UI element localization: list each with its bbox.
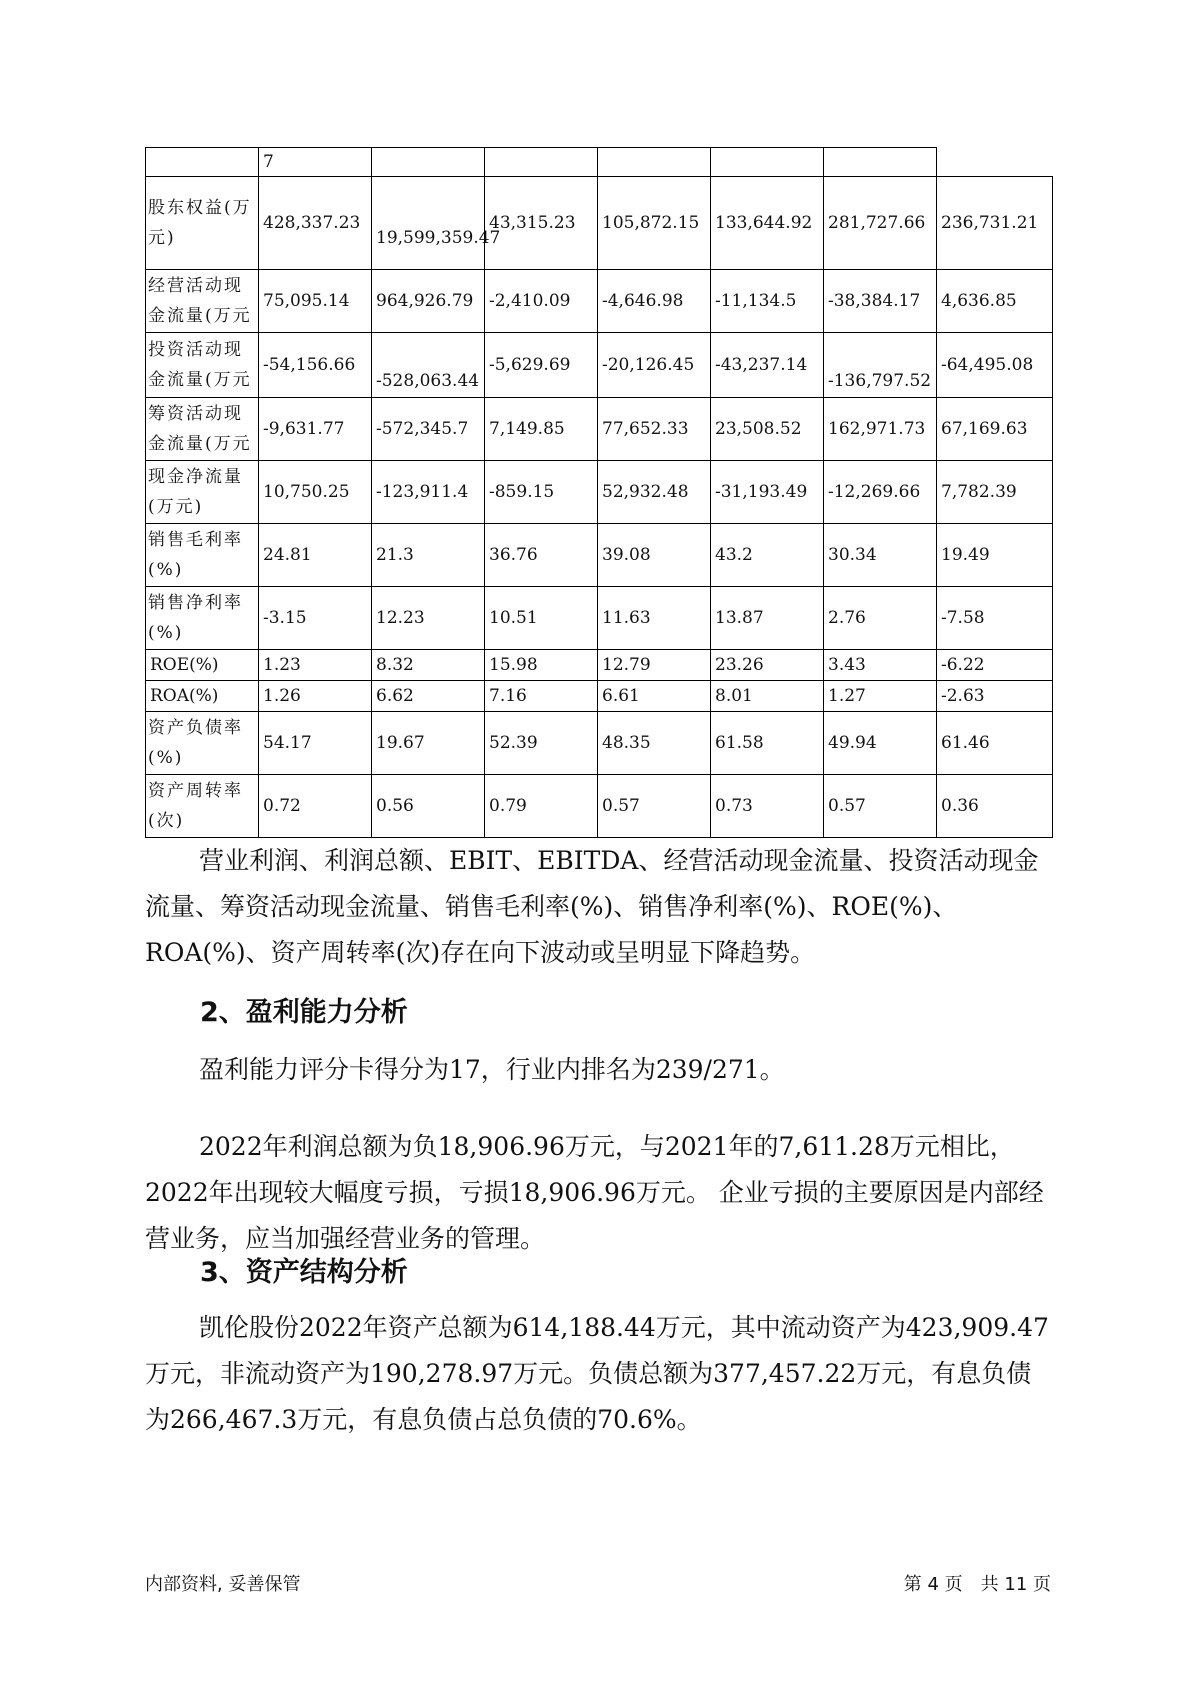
table-cell: -54,156.66 (259, 333, 372, 398)
table-cell: 0.57 (598, 775, 711, 838)
asset-detail-paragraph: 凯伦股份2022年资产总额为614,188.44万元，其中流动资产为423,909.47万元，非流动资产为190,278.97万元。负债总额为377,457.22万元，有息负债为266,467.3万元，有息负债占总负债的70.6%。 (145, 1313, 1049, 1434)
table-cell: -64,495.08 (937, 333, 1053, 398)
table-cell: 19,599,359.47 (372, 177, 485, 270)
table-row (146, 461, 1053, 524)
table-cell (824, 148, 937, 177)
table-cell: 7,782.39 (937, 461, 1053, 524)
table-cell: -7.58 (937, 587, 1053, 650)
row-label-roe: ROE(%) (146, 650, 259, 681)
table-cell: 24.81 (259, 524, 372, 587)
table-row (146, 650, 1053, 681)
table-row (146, 177, 1053, 270)
table-cell: 1.27 (824, 681, 937, 712)
table-row (146, 333, 1053, 398)
table-cell: 12.79 (598, 650, 711, 681)
section-heading-asset-structure: 3、资产结构分析 (200, 1257, 408, 1288)
table-cell: 49.94 (824, 712, 937, 775)
table-cell: -11,134.5 (711, 270, 824, 333)
table-cell: 6.61 (598, 681, 711, 712)
table-cell: 52.39 (485, 712, 598, 775)
footer-confidential-note: 内部资料, 妥善保管 (145, 1574, 301, 1595)
table-cell: 236,731.21 (937, 177, 1053, 270)
table-cell: 48.35 (598, 712, 711, 775)
row-label-debt-ratio: 资产负债率(%) (146, 712, 259, 775)
table-cell: 0.36 (937, 775, 1053, 838)
table-cell: 0.72 (259, 775, 372, 838)
table-cell: 0.73 (711, 775, 824, 838)
row-label-asset-turnover: 资产周转率(次) (146, 775, 259, 838)
table-cell: 54.17 (259, 712, 372, 775)
profit-score-paragraph: 盈利能力评分卡得分为17，行业内排名为239/271。 (199, 1055, 785, 1084)
table-cell (146, 148, 259, 177)
table-row (146, 524, 1053, 587)
table-cell: 11.63 (598, 587, 711, 650)
table-cell: 19.49 (937, 524, 1053, 587)
section-heading-profitability: 2、盈利能力分析 (200, 997, 408, 1028)
table-cell (372, 148, 485, 177)
table-cell: 75,095.14 (259, 270, 372, 333)
table-cell: -123,911.4 (372, 461, 485, 524)
row-label-operating-cashflow: 经营活动现金流量(万元 (146, 270, 259, 333)
table-cell: 133,644.92 (711, 177, 824, 270)
table-cell: 23.26 (711, 650, 824, 681)
table-cell: -3.15 (259, 587, 372, 650)
trend-paragraph: 营业利润、利润总额、EBIT、EBITDA、经营活动现金流量、投资活动现金流量、筹资活动现金流量、销售毛利率(%)、销售净利率(%)、ROE(%)、ROA(%)、资产周转率(次)存在向下波动或呈明显下降趋势。 (145, 846, 1039, 967)
table-cell: 12.23 (372, 587, 485, 650)
table-cell: 3.43 (824, 650, 937, 681)
table-row (146, 398, 1053, 461)
table-cell: 428,337.23 (259, 177, 372, 270)
table-cell: 0.57 (824, 775, 937, 838)
table-cell: -2.63 (937, 681, 1053, 712)
table-cell: 19.67 (372, 712, 485, 775)
table-cell: 1.23 (259, 650, 372, 681)
table-cell: 39.08 (598, 524, 711, 587)
table-cell: 2.76 (824, 587, 937, 650)
row-label-equity: 股东权益(万元) (146, 177, 259, 270)
footer-page-number: 第 4 页 共 11 页 (903, 1574, 1051, 1595)
table-cell: 0.56 (372, 775, 485, 838)
table-cell: 36.76 (485, 524, 598, 587)
profit-detail-paragraph: 2022年利润总额为负18,906.96万元，与2021年的7,611.28万元相比，2022年出现较大幅度亏损，亏损18,906.96万元。 企业亏损的主要原因是内部经营业务，应当加强经营业务的管理。 (145, 1132, 1044, 1253)
table-row (146, 775, 1053, 838)
table-cell: 7.16 (485, 681, 598, 712)
table-cell: 13.87 (711, 587, 824, 650)
table-cell: 8.01 (711, 681, 824, 712)
table-row (146, 587, 1053, 650)
table-row (146, 712, 1053, 775)
table-cell: 43,315.23 (485, 177, 598, 270)
table-cell: 162,971.73 (824, 398, 937, 461)
table-cell: 77,652.33 (598, 398, 711, 461)
table-cell: 0.79 (485, 775, 598, 838)
table-cell: -12,269.66 (824, 461, 937, 524)
table-row (146, 681, 1053, 712)
row-label-net-margin: 销售净利率(%) (146, 587, 259, 650)
table-cell: 30.34 (824, 524, 937, 587)
table-cell: -38,384.17 (824, 270, 937, 333)
table-cell (598, 148, 711, 177)
table-cell: 10.51 (485, 587, 598, 650)
table-cell: -9,631.77 (259, 398, 372, 461)
table-cell: 21.3 (372, 524, 485, 587)
row-label-financing-cashflow: 筹资活动现金流量(万元 (146, 398, 259, 461)
table-cell: -5,629.69 (485, 333, 598, 398)
table-cell: -6.22 (937, 650, 1053, 681)
table-cell: 7 (259, 148, 372, 177)
table-cell: -2,410.09 (485, 270, 598, 333)
financial-table (145, 147, 1053, 838)
table-cell: 4,636.85 (937, 270, 1053, 333)
table-cell: -20,126.45 (598, 333, 711, 398)
table-cell: -31,193.49 (711, 461, 824, 524)
table-cell: 15.98 (485, 650, 598, 681)
table-row-continued (146, 148, 1053, 177)
table-cell: -43,237.14 (711, 333, 824, 398)
table-cell: -528,063.44 (372, 333, 485, 398)
table-cell: 23,508.52 (711, 398, 824, 461)
table-cell: 6.62 (372, 681, 485, 712)
table-cell: 281,727.66 (824, 177, 937, 270)
row-label-net-cashflow: 现金净流量(万元) (146, 461, 259, 524)
table-cell: -136,797.52 (824, 333, 937, 398)
table-cell (485, 148, 598, 177)
table-cell: 52,932.48 (598, 461, 711, 524)
table-cell (711, 148, 824, 177)
table-cell: -4,646.98 (598, 270, 711, 333)
table-row (146, 270, 1053, 333)
row-label-roa: ROA(%) (146, 681, 259, 712)
table-cell: -859.15 (485, 461, 598, 524)
table-cell: 964,926.79 (372, 270, 485, 333)
table-cell: -572,345.7 (372, 398, 485, 461)
table-cell: 43.2 (711, 524, 824, 587)
table-cell: 61.46 (937, 712, 1053, 775)
table-cell: 7,149.85 (485, 398, 598, 461)
table-cell: 10,750.25 (259, 461, 372, 524)
table-cell: 1.26 (259, 681, 372, 712)
table-cell: 67,169.63 (937, 398, 1053, 461)
table-cell: 8.32 (372, 650, 485, 681)
table-cell: 61.58 (711, 712, 824, 775)
row-label-gross-margin: 销售毛利率(%) (146, 524, 259, 587)
row-label-investing-cashflow: 投资活动现金流量(万元 (146, 333, 259, 398)
table-cell: 105,872.15 (598, 177, 711, 270)
